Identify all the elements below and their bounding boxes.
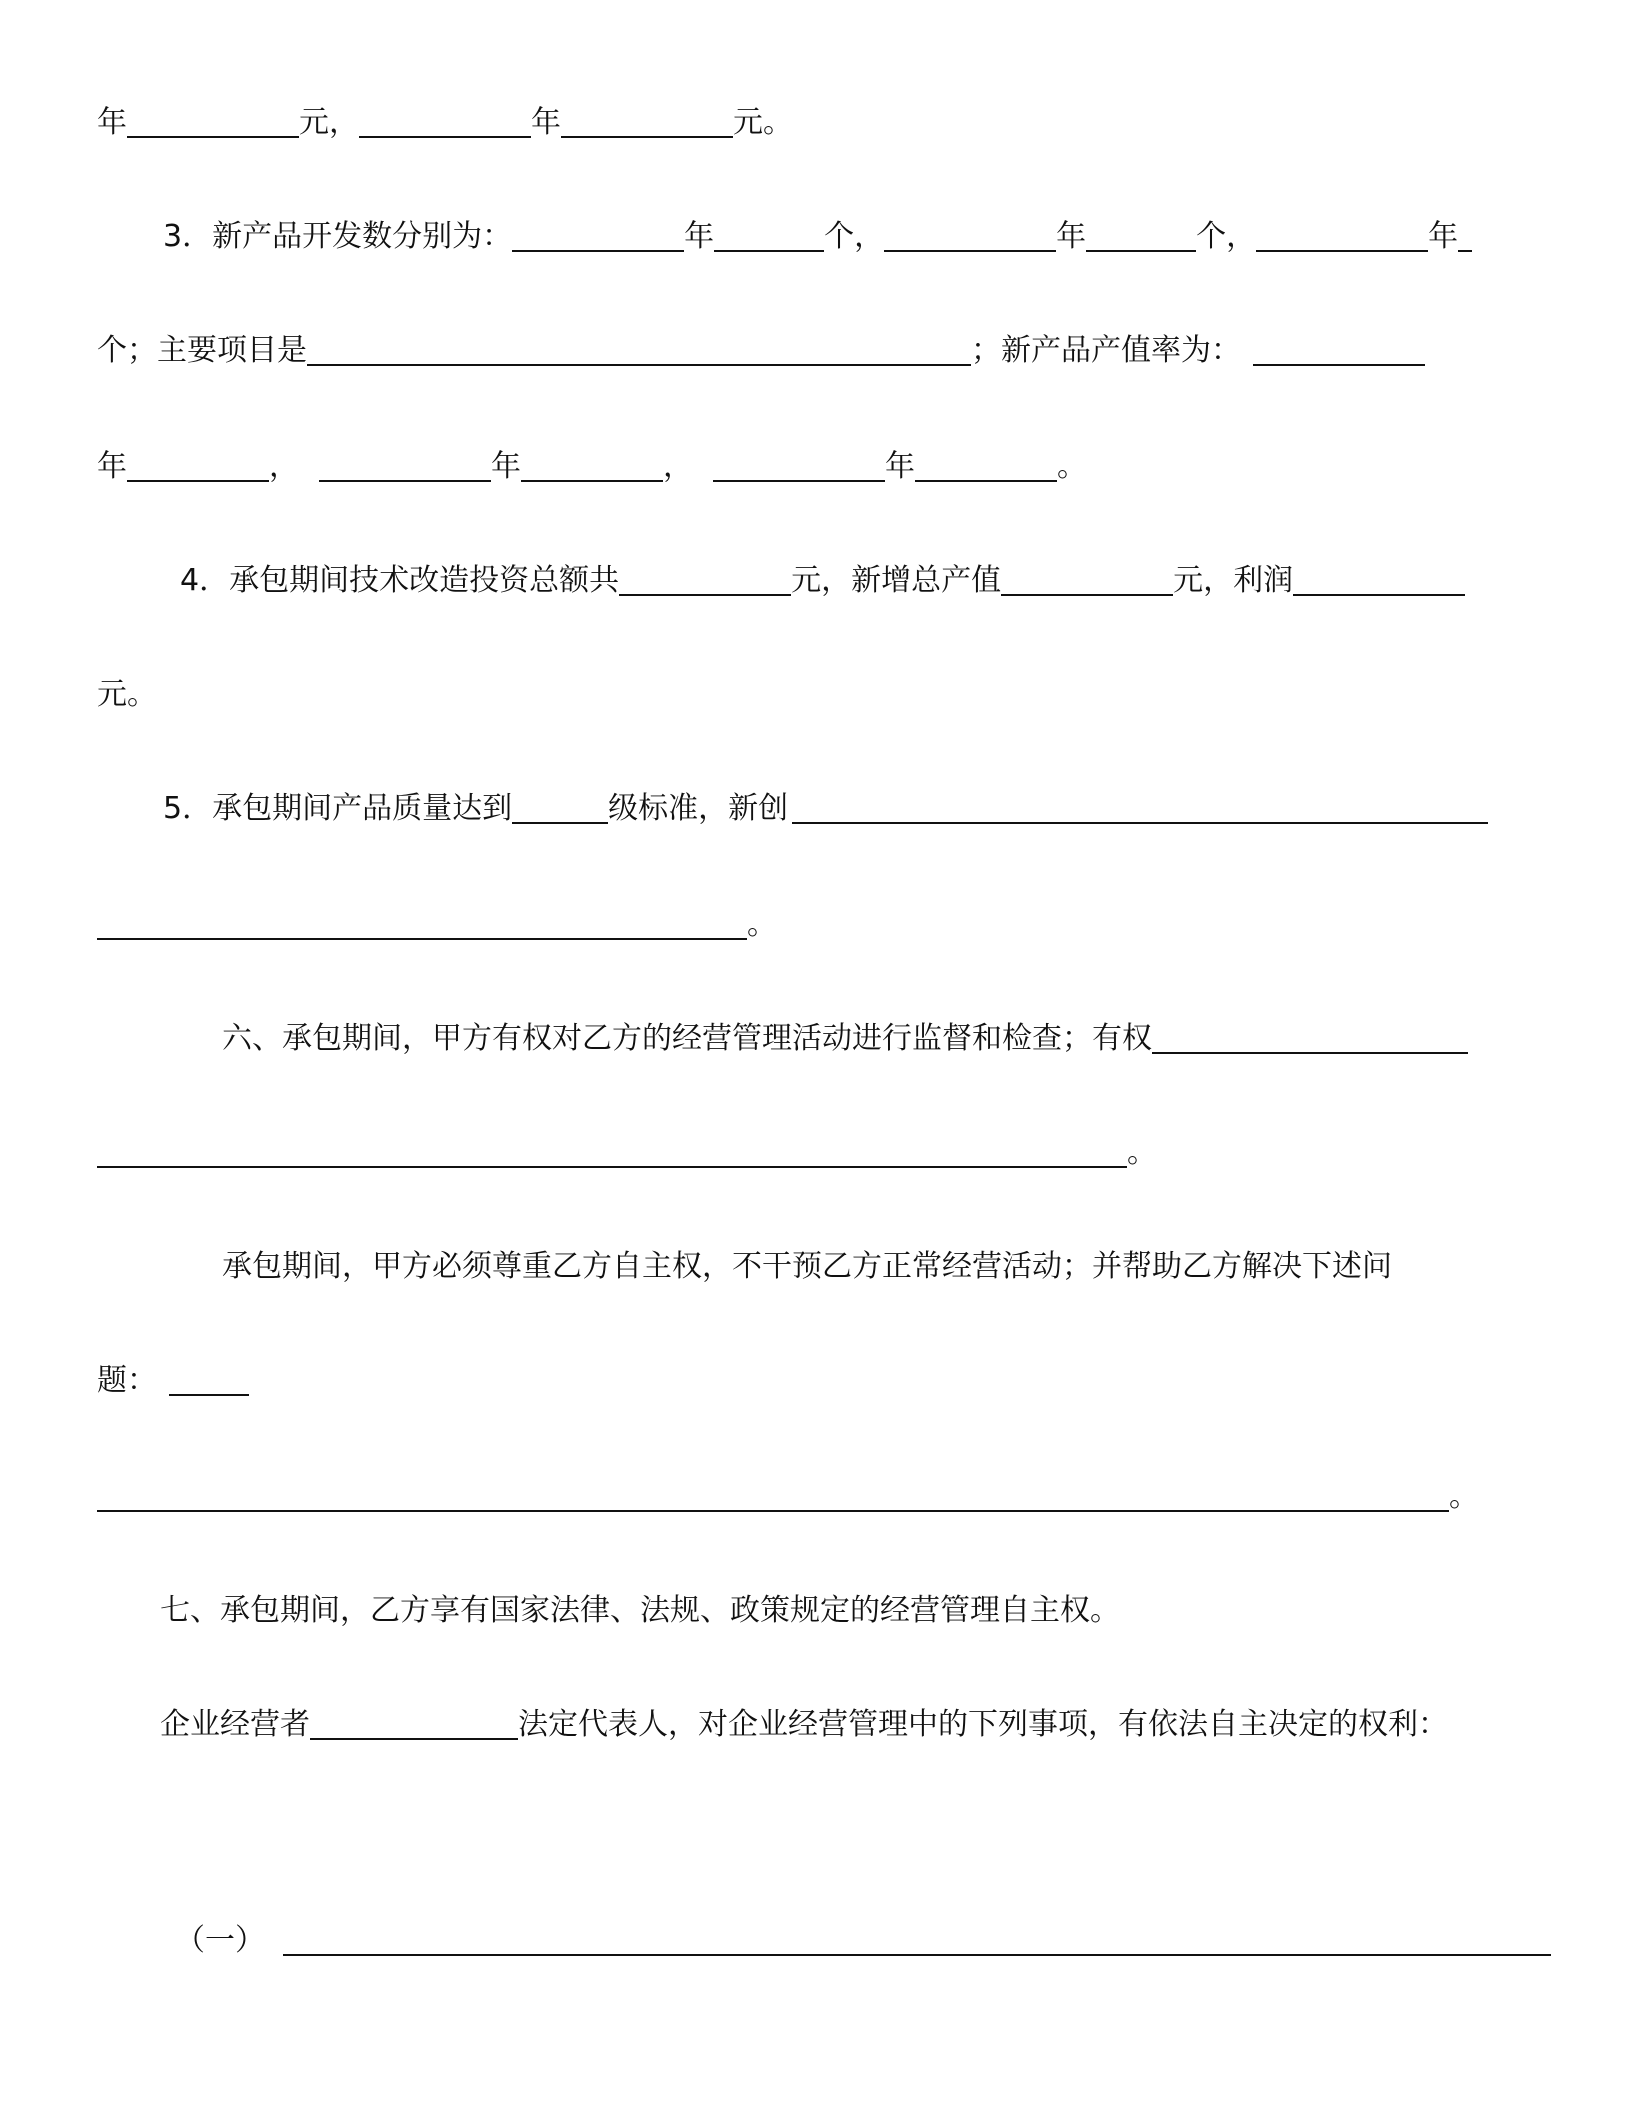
line-problems	[97, 1354, 249, 1402]
text-new-output: 元，新增总产值	[791, 563, 1002, 598]
blank-rate-c[interactable]	[915, 450, 1057, 482]
blank-rate-b[interactable]	[521, 450, 663, 482]
line-main-projects	[97, 324, 1425, 372]
text-period: 。	[1057, 449, 1087, 484]
line-operator	[160, 1698, 1448, 1746]
blank-new-creation-cont[interactable]	[97, 908, 747, 940]
text-year: 年	[491, 449, 521, 484]
text-comma: ，	[663, 449, 693, 484]
line-output-value-years	[97, 96, 793, 144]
party-a-duties-text: 承包期间，甲方必须尊重乙方自主权，不干预乙方正常经营活动；并帮助乙方解决下述问	[222, 1249, 1392, 1284]
text-main-projects: 个；主要项目是	[97, 333, 307, 368]
blank-new-creation[interactable]	[792, 792, 1488, 824]
text-output-rate: ；新产品产值率为：	[971, 333, 1241, 368]
clause-5-label: 5．承包期间产品质量达到	[163, 791, 513, 826]
text-operator: 企业经营者	[160, 1707, 310, 1742]
blank-party-a-rights-cont[interactable]	[97, 1136, 1127, 1168]
text-period: 。	[1449, 1479, 1479, 1514]
text-comma: ，	[269, 449, 299, 484]
blank-item-1[interactable]	[283, 1924, 1551, 1956]
line-problems-cont	[97, 1470, 1479, 1518]
text-yuan-end: 元。	[97, 677, 157, 712]
blank-count-a[interactable]	[714, 220, 824, 252]
blank-main-projects[interactable]	[307, 334, 971, 366]
blank-year-a[interactable]	[512, 220, 684, 252]
text-year: 年	[1428, 219, 1459, 254]
text-ge: 个，	[1196, 219, 1257, 254]
line-clause-6	[222, 1012, 1468, 1060]
text-year: 年	[1056, 219, 1087, 254]
line-item-1	[175, 1914, 1551, 1962]
blank-year-d[interactable]	[319, 450, 491, 482]
text-ge: 个，	[824, 219, 885, 254]
text-period: 。	[747, 907, 777, 942]
line-party-a-duties	[222, 1240, 1392, 1288]
blank-new-output[interactable]	[1001, 564, 1173, 596]
text-year: 年	[97, 449, 127, 484]
line-new-creation-cont	[97, 898, 777, 946]
line-yuan	[97, 668, 157, 716]
blank-rate-a[interactable]	[127, 450, 269, 482]
item-1-label: （一）	[175, 1923, 265, 1958]
text-year: 年	[531, 105, 561, 140]
text-yuan-end: 元。	[733, 105, 793, 140]
text-yuan: 元，	[299, 105, 359, 140]
blank-output-value-1[interactable]	[127, 106, 299, 138]
blank-year-2[interactable]	[359, 106, 531, 138]
blank-year-e[interactable]	[713, 450, 885, 482]
blank-problems-cont[interactable]	[97, 1480, 1449, 1512]
blank-output-rate-year[interactable]	[1253, 334, 1425, 366]
blank-profit[interactable]	[1293, 564, 1465, 596]
line-clause-7	[160, 1584, 1120, 1632]
line-tech-investment	[180, 554, 1465, 602]
blank-count-b[interactable]	[1086, 220, 1196, 252]
blank-quality-level[interactable]	[512, 792, 608, 824]
text-profit: 元，利润	[1173, 563, 1294, 598]
line-new-product-count	[163, 210, 1472, 258]
line-party-a-rights-cont	[97, 1126, 1157, 1174]
blank-count-c[interactable]	[1458, 220, 1472, 252]
blank-year-b[interactable]	[884, 220, 1056, 252]
text-year: 年	[684, 219, 715, 254]
blank-investment[interactable]	[619, 564, 791, 596]
text-period: 。	[1127, 1135, 1157, 1170]
clause-4-label: 4．承包期间技术改造投资总额共	[180, 563, 620, 598]
text-year: 年	[885, 449, 915, 484]
text-year: 年	[97, 105, 127, 140]
blank-problems[interactable]	[169, 1364, 249, 1396]
text-standard: 级标准，新创	[608, 791, 789, 826]
blank-output-value-2[interactable]	[561, 106, 733, 138]
blank-year-c[interactable]	[1256, 220, 1428, 252]
clause-3-label: 3．新产品开发数分别为：	[163, 219, 513, 254]
blank-party-a-rights[interactable]	[1152, 1022, 1468, 1054]
clause-7-text: 七、承包期间，乙方享有国家法律、法规、政策规定的经营管理自主权。	[160, 1593, 1120, 1628]
text-problems: 题：	[97, 1363, 157, 1398]
line-output-rate-values	[97, 440, 1087, 488]
line-quality-standard	[163, 782, 1488, 830]
clause-6-text: 六、承包期间，甲方有权对乙方的经营管理活动进行监督和检查；有权	[222, 1021, 1152, 1056]
blank-operator[interactable]	[310, 1708, 518, 1740]
text-legal-rep: 法定代表人，对企业经营管理中的下列事项，有依法自主决定的权利：	[518, 1707, 1448, 1742]
